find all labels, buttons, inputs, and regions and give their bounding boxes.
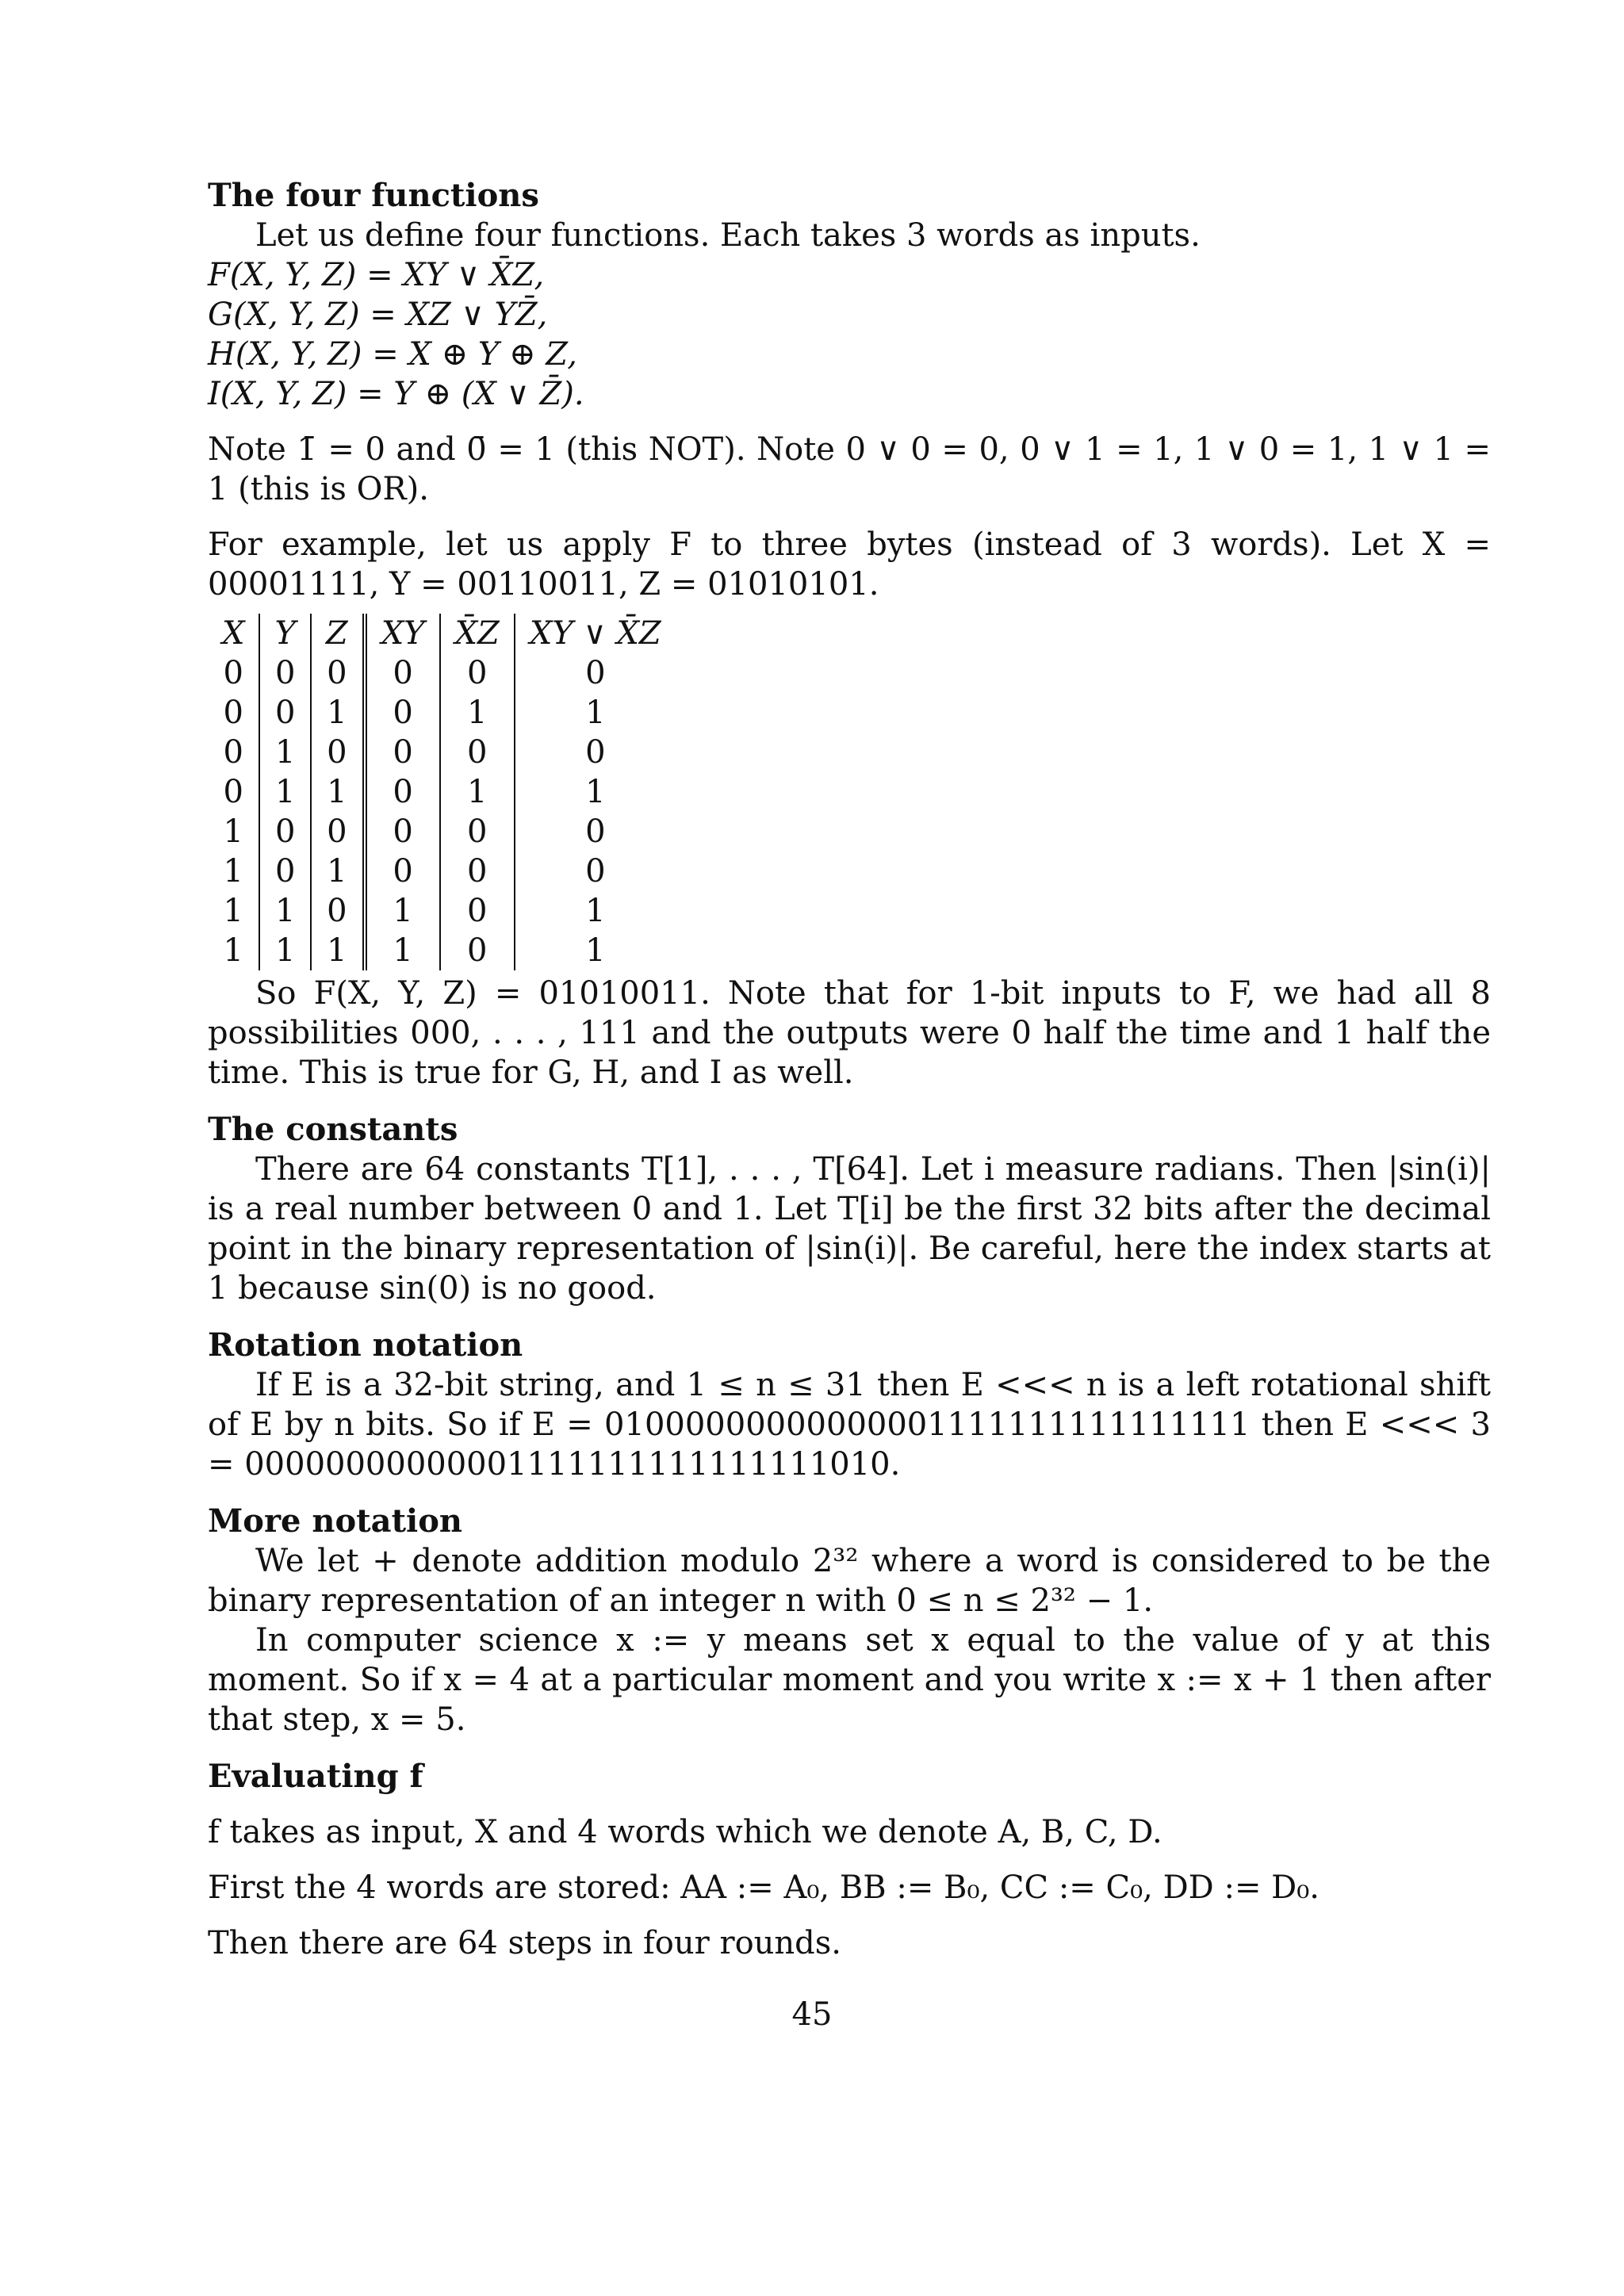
table-cell: 1 xyxy=(208,851,259,891)
not-or-note: Note 1̄ = 0 and 0̄ = 1 (this NOT). Note 0 ∨ 0 = 0, 0 ∨ 1 = 1, 1 ∨ 0 = 1, 1 ∨ 1 = 1 (this is OR). xyxy=(208,431,1491,507)
table-row xyxy=(208,851,676,891)
table-cell: 0 xyxy=(365,772,440,812)
table-cell: 1 xyxy=(208,931,259,970)
evaluating-p1: f takes as input, X and 4 words which we denote A, B, C, D. xyxy=(208,1814,1162,1850)
table-cell: 0 xyxy=(259,693,310,733)
function-definitions xyxy=(208,255,1491,414)
def-I xyxy=(208,374,1491,414)
table-cell: 0 xyxy=(440,891,515,931)
table-cell: 0 xyxy=(208,772,259,812)
table-row xyxy=(208,812,676,851)
page-body xyxy=(208,176,1491,1963)
table-row xyxy=(208,653,676,693)
table-cell: 0 xyxy=(440,851,515,891)
truth-table-header-row xyxy=(208,614,676,653)
table-cell: 1 xyxy=(259,891,310,931)
def-F-rhs: = XY ∨ X̄Z, xyxy=(366,257,545,293)
rotation-body: If E is a 32-bit string, and 1 ≤ n ≤ 31 then E <<< n is a left rotational shift of E by n bits. So if E = 01000000000000001111111111111111 then E <<< 3 = 00000000000001111111111111111010. xyxy=(208,1367,1491,1483)
header-cell: XY ∨ X̄Z xyxy=(529,615,661,652)
table-cell: 0 xyxy=(208,733,259,772)
table-cell: 0 xyxy=(311,812,365,851)
def-I-lhs: I(X, Y, Z) xyxy=(208,376,347,412)
example-text: For example, let us apply F to three bytes (instead of 3 words). Let X = 00001111, Y = 00110011, Z = 01010101. xyxy=(208,526,1491,603)
table-cell: 0 xyxy=(365,812,440,851)
table-cell: 0 xyxy=(440,931,515,970)
table-cell: 1 xyxy=(259,931,310,970)
table-cell: 1 xyxy=(311,931,365,970)
def-G-lhs: G(X, Y, Z) xyxy=(208,297,360,333)
heading-evaluating-f: Evaluating f xyxy=(208,1758,423,1795)
table-cell: 1 xyxy=(585,893,606,929)
evaluating-p2: First the 4 words are stored: AA := A₀, BB := B₀, CC := C₀, DD := D₀. xyxy=(208,1869,1320,1906)
table-cell: 0 xyxy=(311,891,365,931)
def-I-rhs: = Y ⊕ (X ∨ Z̄). xyxy=(357,376,584,412)
header-cell: XY xyxy=(365,614,440,653)
def-H xyxy=(208,335,1491,374)
table-cell: 0 xyxy=(208,653,259,693)
table-cell: 1 xyxy=(259,733,310,772)
truth-table xyxy=(208,614,676,970)
table-row xyxy=(208,931,676,970)
table-cell: 0 xyxy=(365,653,440,693)
table-cell: 1 xyxy=(208,812,259,851)
table-cell: 0 xyxy=(259,851,310,891)
heading-four-functions: The four functions xyxy=(208,177,539,214)
table-row xyxy=(208,772,676,812)
table-cell: 1 xyxy=(208,891,259,931)
table-cell: 1 xyxy=(259,772,310,812)
table-cell: 1 xyxy=(585,932,606,969)
constants-body: There are 64 constants T[1], . . . , T[64]. Let i measure radians. Then |sin(i)| is a real number between 0 and 1. Let T[i] be the first 32 bits after the decimal point in the binary representation of |sin(i)|. Be careful, here the index starts at 1 because sin(0) is no good. xyxy=(208,1151,1491,1307)
table-cell: 1 xyxy=(440,772,515,812)
table-cell: 1 xyxy=(365,891,440,931)
table-cell: 0 xyxy=(440,733,515,772)
table-cell: 0 xyxy=(365,733,440,772)
heading-more-notation: More notation xyxy=(208,1502,462,1540)
table-cell: 0 xyxy=(585,853,606,890)
def-H-lhs: H(X, Y, Z) xyxy=(208,336,362,373)
table-cell: 0 xyxy=(259,812,310,851)
table-cell: 1 xyxy=(311,693,365,733)
page-number: 45 xyxy=(791,1996,833,2033)
truth-table-body xyxy=(208,653,676,970)
table-row xyxy=(208,693,676,733)
table-row xyxy=(208,733,676,772)
evaluating-p3: Then there are 64 steps in four rounds. xyxy=(208,1925,842,1961)
header-cell: Y xyxy=(259,614,310,653)
def-F xyxy=(208,255,1491,295)
def-H-rhs: = X ⊕ Y ⊕ Z, xyxy=(372,336,578,373)
table-cell: 0 xyxy=(208,693,259,733)
table-cell: 1 xyxy=(440,693,515,733)
table-cell: 0 xyxy=(311,733,365,772)
header-cell: Z xyxy=(311,614,365,653)
table-cell: 0 xyxy=(440,653,515,693)
heading-rotation-notation: Rotation notation xyxy=(208,1326,523,1364)
table-cell: 1 xyxy=(311,851,365,891)
table-cell: 0 xyxy=(259,653,310,693)
header-cell: X xyxy=(208,614,259,653)
table-cell: 1 xyxy=(585,774,606,810)
table-cell: 0 xyxy=(585,813,606,850)
table-cell: 1 xyxy=(365,931,440,970)
def-G-rhs: = XZ ∨ YZ̄, xyxy=(370,297,548,333)
heading-constants: The constants xyxy=(208,1111,458,1148)
table-cell: 0 xyxy=(585,655,606,691)
table-cell: 0 xyxy=(365,851,440,891)
table-cell: 1 xyxy=(585,695,606,731)
def-F-lhs: F(X, Y, Z) xyxy=(208,257,357,293)
table-cell: 0 xyxy=(365,693,440,733)
table-cell: 0 xyxy=(440,812,515,851)
truth-table-conclusion: So F(X, Y, Z) = 01010011. Note that for 1-bit inputs to F, we had all 8 possibilities 000, . . . , 111 and the outputs were 0 half the time and 1 half the time. This is true for G, H, and I as well. xyxy=(208,975,1491,1091)
table-cell: 1 xyxy=(311,772,365,812)
more-notation-body-2: In computer science x := y means set x equal to the value of y at this moment. So if x = 4 at a particular moment and you write x := x + 1 then after that step, x = 5. xyxy=(208,1622,1491,1738)
def-G xyxy=(208,295,1491,335)
header-cell: X̄Z xyxy=(440,614,515,653)
table-cell: 0 xyxy=(311,653,365,693)
table-row xyxy=(208,891,676,931)
four-functions-intro: Let us define four functions. Each takes 3 words as inputs. xyxy=(255,217,1201,254)
more-notation-body-1: We let + denote addition modulo 2³² where a word is considered to be the binary representation of an integer n with 0 ≤ n ≤ 2³² − 1. xyxy=(208,1543,1491,1619)
table-cell: 0 xyxy=(585,734,606,771)
